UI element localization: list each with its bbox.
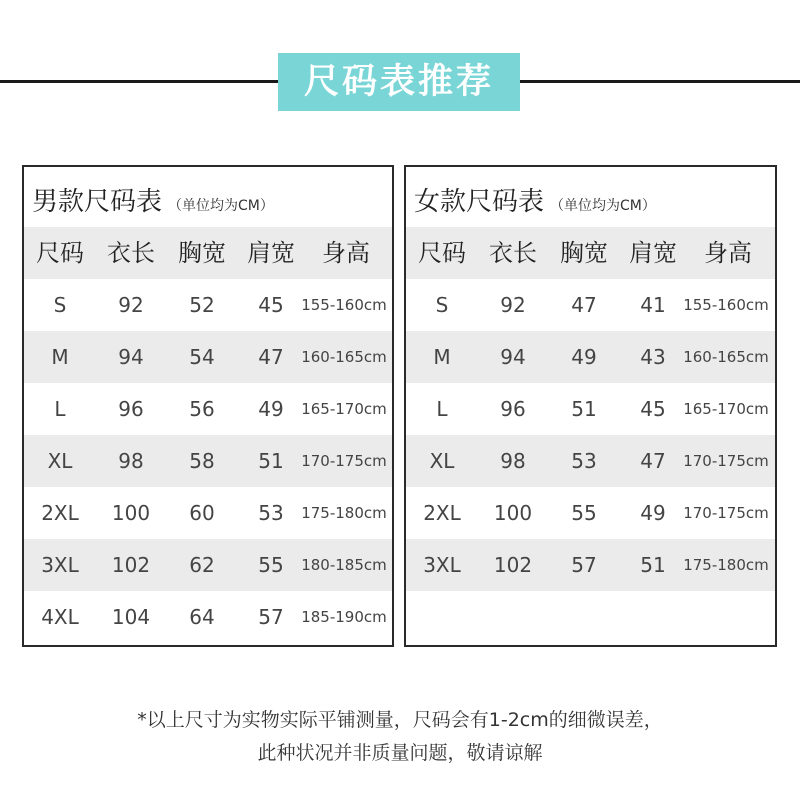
men-size-table	[22, 165, 394, 647]
size-cell: 3XL	[41, 553, 79, 577]
header-height: 身高	[704, 239, 752, 267]
table-row	[406, 539, 775, 591]
women-table-rows	[406, 227, 775, 591]
chest-cell: 53	[571, 449, 597, 473]
men-table-title	[32, 181, 274, 218]
size-cell: XL	[47, 449, 73, 473]
table-row	[24, 487, 392, 539]
height-cell: 170-175cm	[683, 452, 769, 470]
size-cell: 4XL	[41, 605, 79, 629]
length-cell: 94	[500, 345, 526, 369]
header-height: 身高	[322, 239, 370, 267]
table-row	[24, 279, 392, 331]
shoulder-cell: 51	[258, 449, 284, 473]
header-size: 尺码	[418, 239, 466, 267]
header-chest: 胸宽	[178, 239, 226, 267]
size-cell: M	[51, 345, 69, 369]
table-row	[24, 591, 392, 643]
chest-cell: 58	[189, 449, 215, 473]
length-cell: 100	[111, 501, 151, 525]
length-cell: 94	[118, 345, 144, 369]
chest-cell: 57	[571, 553, 597, 577]
length-cell: 96	[500, 397, 526, 421]
height-cell: 160-165cm	[301, 348, 387, 366]
height-cell: 170-175cm	[301, 452, 387, 470]
women-size-table	[404, 165, 777, 647]
length-cell: 96	[118, 397, 144, 421]
size-cell: 3XL	[423, 553, 461, 577]
chest-cell: 52	[189, 293, 215, 317]
chest-cell: 54	[189, 345, 215, 369]
header-length: 衣长	[107, 239, 155, 267]
height-cell: 165-170cm	[301, 400, 387, 418]
shoulder-cell: 45	[640, 397, 666, 421]
chest-cell: 51	[571, 397, 597, 421]
header-size: 尺码	[36, 239, 84, 267]
chest-cell: 47	[571, 293, 597, 317]
header-shoulder: 肩宽	[247, 239, 295, 267]
table-row	[24, 383, 392, 435]
size-cell: M	[433, 345, 451, 369]
table-row	[406, 487, 775, 539]
chest-cell: 64	[189, 605, 215, 629]
shoulder-cell: 49	[258, 397, 284, 421]
length-cell: 102	[493, 553, 533, 577]
women-table-title	[414, 181, 656, 218]
length-cell: 102	[111, 553, 151, 577]
shoulder-cell: 51	[640, 553, 666, 577]
length-cell: 98	[500, 449, 526, 473]
shoulder-cell: 55	[258, 553, 284, 577]
shoulder-cell: 41	[640, 293, 666, 317]
header-shoulder: 肩宽	[629, 239, 677, 267]
height-cell: 155-160cm	[301, 296, 387, 314]
length-cell: 92	[118, 293, 144, 317]
men-table-title-text: 男款尺码表	[32, 187, 163, 217]
measurement-note-line-1: *以上尺寸为实物实际平铺测量，尺码会有1-2cm的细微误差，	[137, 709, 663, 731]
size-cell: XL	[429, 449, 455, 473]
shoulder-cell: 43	[640, 345, 666, 369]
size-cell: L	[54, 397, 66, 421]
shoulder-cell: 57	[258, 605, 284, 629]
shoulder-cell: 53	[258, 501, 284, 525]
shoulder-cell: 47	[640, 449, 666, 473]
table-row	[406, 435, 775, 487]
men-table-rows	[24, 227, 392, 643]
table-row	[406, 383, 775, 435]
length-cell: 98	[118, 449, 144, 473]
size-cell: S	[435, 293, 449, 317]
women-table-title-text: 女款尺码表	[414, 187, 545, 217]
page-title-banner: 尺码表推荐	[278, 53, 520, 111]
women-table-unit: （单位均为CM）	[550, 198, 656, 214]
height-cell: 155-160cm	[683, 296, 769, 314]
size-cell: 2XL	[41, 501, 79, 525]
length-cell: 92	[500, 293, 526, 317]
chest-cell: 62	[189, 553, 215, 577]
shoulder-cell: 49	[640, 501, 666, 525]
shoulder-cell: 45	[258, 293, 284, 317]
height-cell: 175-180cm	[683, 556, 769, 574]
height-cell: 165-170cm	[683, 400, 769, 418]
size-cell: L	[436, 397, 448, 421]
chest-cell: 56	[189, 397, 215, 421]
men-table-unit: （单位均为CM）	[168, 198, 274, 214]
table-row	[24, 539, 392, 591]
height-cell: 160-165cm	[683, 348, 769, 366]
height-cell: 180-185cm	[301, 556, 387, 574]
table-row	[24, 331, 392, 383]
size-cell: 2XL	[423, 501, 461, 525]
size-cell: S	[53, 293, 67, 317]
women-table-header-row	[406, 227, 775, 279]
table-row	[406, 279, 775, 331]
shoulder-cell: 47	[258, 345, 284, 369]
table-row	[24, 435, 392, 487]
height-cell: 170-175cm	[683, 504, 769, 522]
length-cell: 104	[111, 605, 151, 629]
table-row	[406, 331, 775, 383]
length-cell: 100	[493, 501, 533, 525]
header-chest: 胸宽	[560, 239, 608, 267]
chest-cell: 55	[571, 501, 597, 525]
chest-cell: 49	[571, 345, 597, 369]
measurement-note-line-2: 此种状况并非质量问题，敬请谅解	[257, 742, 543, 764]
chest-cell: 60	[189, 501, 215, 525]
men-table-header-row	[24, 227, 392, 279]
height-cell: 175-180cm	[301, 504, 387, 522]
header-length: 衣长	[489, 239, 537, 267]
height-cell: 185-190cm	[301, 608, 387, 626]
